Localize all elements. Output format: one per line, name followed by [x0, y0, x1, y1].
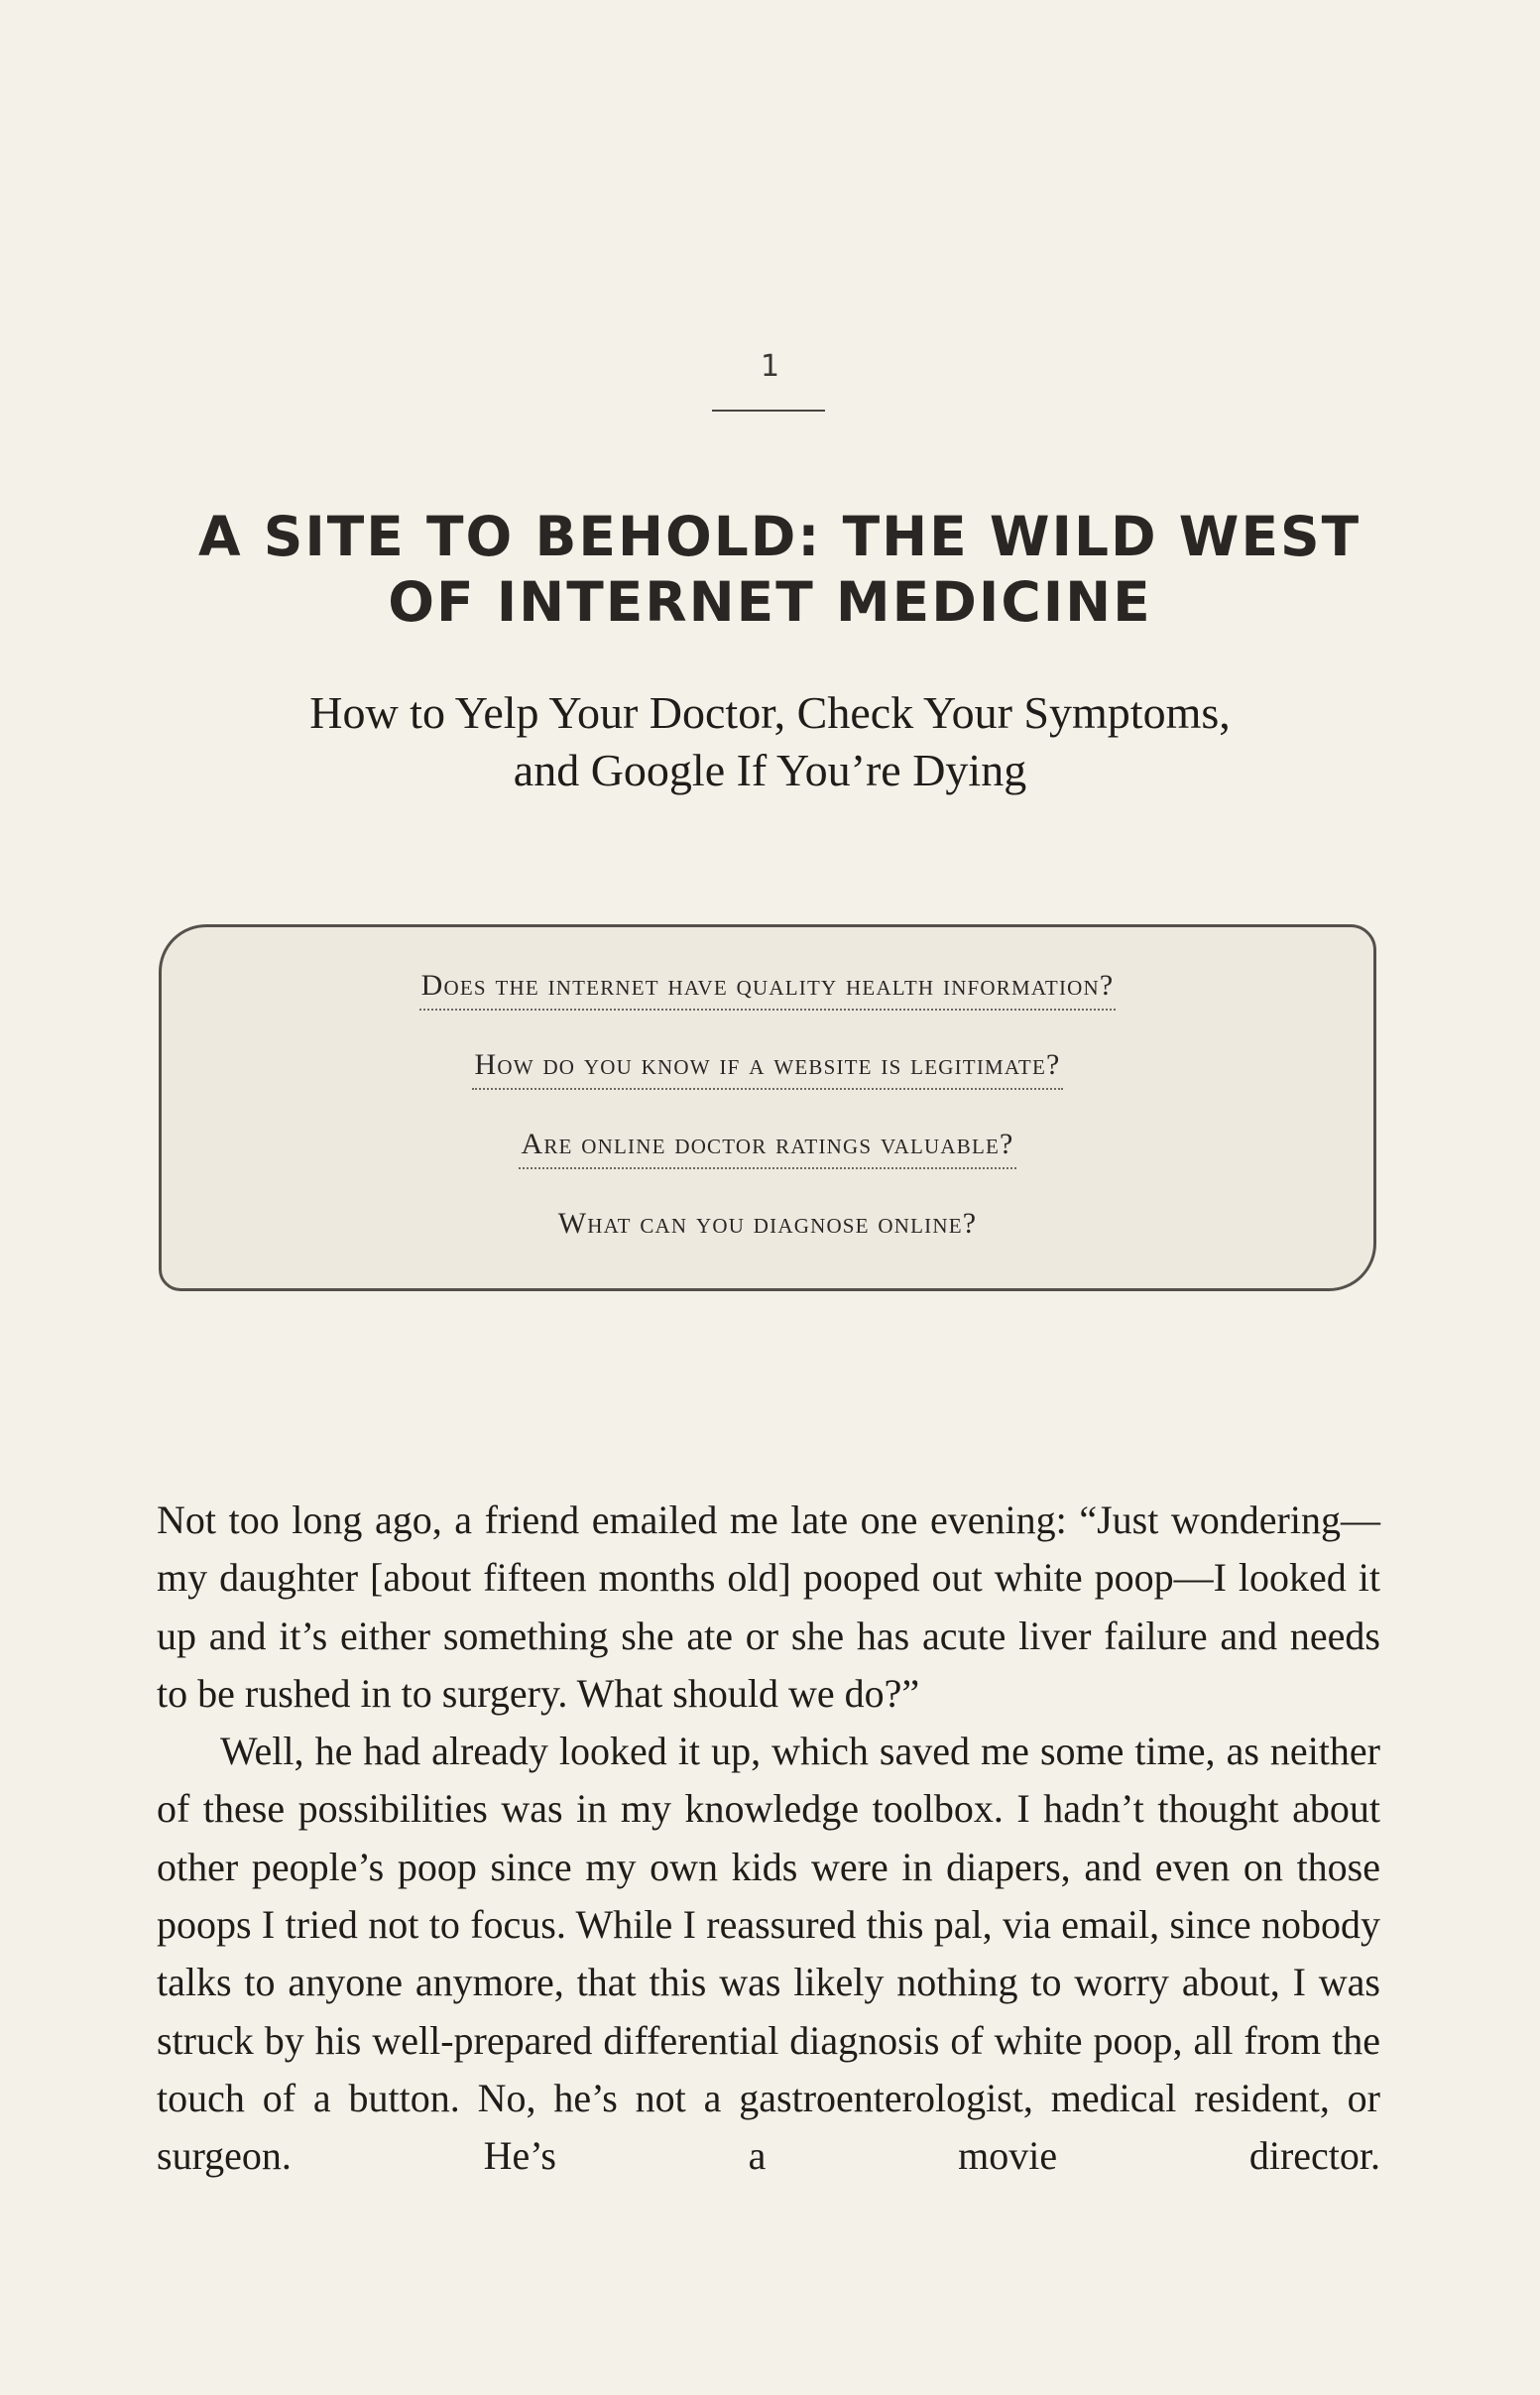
- question-4: What can you diagnose online?: [557, 1207, 978, 1240]
- chapter-number-rule: [712, 410, 825, 412]
- body-paragraph-1: Not too long ago, a friend emailed me late one evening: “Just wondering—my daughter [about fifteen months old] pooped out white poop—I looked it up and it’s either something she ate or she has acute liver failure and needs to be rushed in to surgery. What should we do?”: [157, 1497, 1380, 1716]
- chapter-title-line-1: A SITE TO BEHOLD: THE WILD WEST: [198, 505, 1362, 568]
- key-questions-list: [162, 969, 1373, 1286]
- question-3: Are online doctor ratings valuable?: [519, 1128, 1015, 1169]
- question-2: How do you know if a website is legitimate?: [472, 1048, 1062, 1090]
- body-paragraph-2: Well, he had already looked it up, which saved me some time, as neither of these possibilities was in my knowledge toolbox. I hadn’t thought about other people’s poop since my own kids were in diapers, and even on those poops I tried not to focus. While I reassured this pal, via email, since nobody talks to anyone anymore, that this was likely nothing to worry about, I was struck by his well-prepared differential diagnosis of white poop, all from the touch of a button. No, he’s not a gastroenterologist, medical resident, or surgeon. He’s a movie director.: [157, 1729, 1380, 2179]
- key-questions-box: [159, 924, 1376, 1291]
- chapter-subtitle-line-2: and Google If You’re Dying: [513, 745, 1027, 795]
- chapter-subtitle: [198, 684, 1342, 799]
- body-text: [157, 1492, 1380, 2186]
- question-row: [162, 1048, 1373, 1128]
- chapter-title: [198, 504, 1362, 635]
- question-row: [162, 1207, 1373, 1286]
- chapter-number: 1: [760, 349, 780, 384]
- chapter-title-line-2: OF INTERNET MEDICINE: [388, 570, 1152, 634]
- question-row: [162, 1128, 1373, 1207]
- question-row: [162, 969, 1373, 1048]
- question-1: Does the internet have quality health information?: [419, 969, 1117, 1011]
- chapter-subtitle-line-1: How to Yelp Your Doctor, Check Your Symptoms,: [309, 687, 1231, 738]
